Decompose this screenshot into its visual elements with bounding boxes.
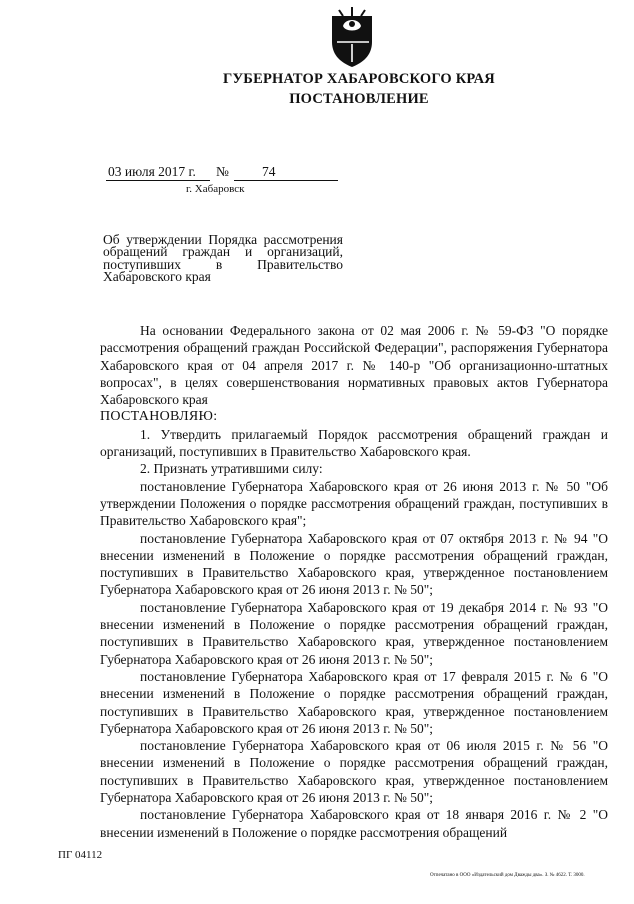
- city: г. Хабаровск: [186, 183, 245, 195]
- repealed-act-5: постановление Губернатора Хабаровского края от 06 июля 2015 г. № 56 "О внесении изменений в Положение о порядке рассмотрения обращений граждан, поступивших в Правительство Хабаровского края, утвержденное постановлением Губернатора Хабаровского края от 26 июня 2013 г. № 50";: [100, 738, 608, 806]
- repealed-act-4: постановление Губернатора Хабаровского края от 17 февраля 2015 г. № 6 "О внесении изменений в Положение о порядке рассмотрения обращений граждан, поступивших в Правительство Хабаровского края, утвержденное постановлением Губернатора Хабаровского края от 26 июня 2013 г. № 50";: [100, 668, 608, 736]
- governor-title: ГУБЕРНАТОР ХАБАРОВСКОГО КРАЯ: [223, 71, 495, 87]
- repealed-act-6: постановление Губернатора Хабаровского края от 18 января 2016 г. № 2 "О внесении изменений в Положение о порядке рассмотрения обращений: [100, 807, 608, 840]
- item-2-paragraph: 2. Признать утратившими силу:: [140, 461, 323, 477]
- number-sign: №: [216, 164, 229, 179]
- decree-body: [100, 322, 608, 841]
- form-code: ПГ 04112: [58, 849, 103, 861]
- coat-of-arms-emblem: [329, 6, 375, 68]
- decree-subject: Об утверждении Порядка рассмотрения обращений граждан и организаций, поступивших в Правительство Хабаровского края: [103, 232, 343, 284]
- date-underline: [106, 180, 210, 181]
- printer-imprint: Отпечатано в ООО «Издательский дом Дважды два». З. № 4622. Т. 3000.: [430, 873, 585, 878]
- decree-word: ПОСТАНОВЛЯЮ:: [100, 409, 218, 425]
- decree-date: 03 июля 2017 г.: [108, 164, 196, 179]
- repealed-act-1: постановление Губернатора Хабаровского края от 26 июня 2013 г. № 50 "Об утверждении Положения о порядке рассмотрения обращений граждан, поступивших в Правительство Хабаровского края";: [100, 478, 608, 529]
- repealed-act-3: постановление Губернатора Хабаровского края от 19 декабря 2014 г. № 93 "О внесении изменений в Положение о порядке рассмотрения обращений граждан, поступивших в Правительство Хабаровского края, утвержденное постановлением Губернатора Хабаровского края от 26 июня 2013 г. № 50";: [100, 599, 608, 667]
- document-type: ПОСТАНОВЛЕНИЕ: [289, 91, 429, 107]
- item-1-paragraph: 1. Утвердить прилагаемый Порядок рассмотрения обращений граждан и организаций, поступивших в Правительство Хабаровского края.: [100, 426, 608, 460]
- repealed-act-2: постановление Губернатора Хабаровского края от 07 октября 2013 г. № 94 "О внесении изменений в Положение о порядке рассмотрения обращений граждан, поступивших в Правительство Хабаровского края, утвержденное постановлением Губернатора Хабаровского края от 26 июня 2013 г. № 50";: [100, 530, 608, 598]
- decree-number: 74: [262, 164, 276, 179]
- number-underline: [234, 180, 338, 181]
- preamble-paragraph: На основании Федерального закона от 02 мая 2006 г. № 59-ФЗ "О порядке рассмотрения обращений граждан Российской Федерации", распоряжения Губернатора Хабаровского края от 04 апреля 2017 г. № 140-р "Об организационно-штатных вопросах", в целях совершенствования нормативных правовых актов Губернатора Хабаровского края: [100, 323, 608, 408]
